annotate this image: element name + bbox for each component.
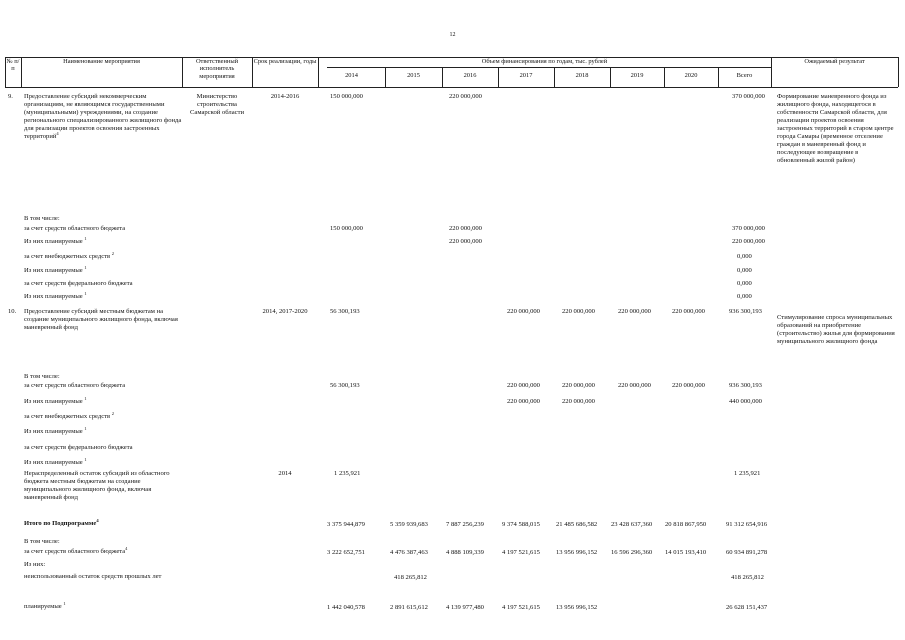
item9-federal-label: за счет средств федерального бюджета <box>24 280 133 287</box>
item10-intro: В том числе: <box>24 373 60 380</box>
item10-total: 936 300,193 <box>729 308 762 315</box>
header-year: 2015 <box>407 72 420 79</box>
total-unused-label: неиспользованный остаток средств прошлых лет <box>24 573 162 580</box>
item9-federal-total: 0,000 <box>737 280 752 287</box>
item10-planned-total: 440 000,000 <box>729 398 762 405</box>
total-regional-2014: 3 222 652,751 <box>327 549 365 556</box>
total-planned-label: планируемые $^1$ <box>24 600 66 610</box>
item9-executor: Министерство строительства Самарской области <box>190 93 244 117</box>
total-planned-2014: 1 442 040,578 <box>327 604 365 611</box>
col-border <box>898 57 899 87</box>
total-regional-2016: 4 888 109,339 <box>446 549 484 556</box>
total-2019: 23 428 637,360 <box>611 521 653 528</box>
header-name: Наименование мероприятия <box>63 58 140 65</box>
item9-num: 9. <box>8 93 13 100</box>
header-funding: Объем финансирования по годам, тыс. рублей <box>481 58 608 65</box>
total-unused-2015: 418 265,812 <box>394 574 427 581</box>
item10-planned-label: Из них планируемые $^1$ <box>24 395 87 405</box>
item10-planned-2018: 220 000,000 <box>562 398 595 405</box>
undistributed-2014: 1 235,921 <box>334 470 361 477</box>
item10-result: Стимулирование спроса муниципальных образований на приобретение (строительство) жилья для формирования муниципального жилищного фонда <box>777 314 895 346</box>
item10-num: 10. <box>8 308 17 315</box>
header-num: № п/п <box>6 58 20 73</box>
total-intro: В том числе: <box>24 538 60 545</box>
item10-federal-label: за счет средств федерального бюджета <box>24 444 133 451</box>
total-regional-2020: 14 015 193,410 <box>665 549 707 556</box>
total-2020: 20 818 867,950 <box>665 521 707 528</box>
total-planned-all: 26 628 151,437 <box>726 604 768 611</box>
header-year: 2017 <box>519 72 533 79</box>
total-regional-all: 60 934 891,278 <box>726 549 768 556</box>
item10-2014: 56 300,193 <box>330 308 360 315</box>
item9-extrabudget-total: 0,000 <box>737 253 752 260</box>
undistributed-total: 1 235,921 <box>734 470 761 477</box>
total-label: Итого по Подпрограмме$^4$ <box>24 517 99 527</box>
item10-2017: 220 000,000 <box>507 308 540 315</box>
item9-planned2-label: Из них планируемые $^1$ <box>24 264 87 274</box>
item10-2020: 220 000,000 <box>672 308 705 315</box>
header-year: 2018 <box>575 72 589 79</box>
undistributed-term: 2014 <box>278 470 292 477</box>
item10-regional-2020: 220 000,000 <box>672 382 705 389</box>
total-2016: 7 887 256,239 <box>446 521 484 528</box>
page-number: 12 <box>449 32 456 38</box>
item10-2018: 220 000,000 <box>562 308 595 315</box>
item10-extrabudget-label: за счет внебюджетных средств $^2$ <box>24 410 115 420</box>
item10-planned2-label: Из них планируемые $^1$ <box>24 425 87 435</box>
item9-term: 2014-2016 <box>270 93 300 100</box>
item9-planned3-label: Из них планируемые $^1$ <box>24 290 87 300</box>
item9-planned-label: Из них планируемые $^1$ <box>24 235 87 245</box>
item10-regional-2018: 220 000,000 <box>562 382 595 389</box>
total-regional-2017: 4 197 521,615 <box>502 549 540 556</box>
item9-regional-2016: 220 000,000 <box>449 225 482 232</box>
total-2017: 9 374 588,015 <box>502 521 540 528</box>
total-planned-2016: 4 139 977,480 <box>446 604 484 611</box>
item10-2019: 220 000,000 <box>618 308 651 315</box>
header-year: 2019 <box>630 72 644 79</box>
item9-intro: В том числе: <box>24 215 60 222</box>
item9-name: Предоставление субсидий некоммерческим организациям, не являющимся государственными (муниципальными) учреждениями, на создание регионального специализированного жилищного фонда для реализации проектов освоения застроенных территорий$^4$ <box>24 93 182 141</box>
total-planned-2015: 2 891 615,612 <box>390 604 428 611</box>
total-planned-2017: 4 197 521,615 <box>502 604 540 611</box>
item10-name: Предоставление субсидий местным бюджетам на создание муниципального жилищного фонда, включая маневренный фонд <box>24 308 178 332</box>
header-result: Ожидаемый результат <box>804 58 865 65</box>
item10-regional-2014: 56 300,193 <box>330 382 360 389</box>
funding-subheader-border <box>327 67 771 68</box>
header-year: 2020 <box>684 72 698 79</box>
undistributed-name: Нераспределенный остаток субсидий из областного бюджета местным бюджетам на создание муниципального жилищного фонда, включая маневренный фонд <box>24 470 170 502</box>
item9-planned-2016: 220 000,000 <box>449 238 482 245</box>
item10-regional-2019: 220 000,000 <box>618 382 651 389</box>
header-year: 2016 <box>463 72 477 79</box>
total-regional-2018: 13 956 996,152 <box>556 549 598 556</box>
total-regional-label: за счет средств областного бюджета$^4$ <box>24 545 128 555</box>
total-of-them: Из них: <box>24 561 46 568</box>
total-regional-2019: 16 596 296,360 <box>611 549 653 556</box>
total-planned-2018: 13 956 996,152 <box>556 604 598 611</box>
item10-term: 2014, 2017-2020 <box>262 308 308 315</box>
item9-regional-total: 370 000,000 <box>732 225 765 232</box>
header-year-total: Всего <box>736 72 753 79</box>
item10-planned-2017: 220 000,000 <box>507 398 540 405</box>
item9-regional-2014: 150 000,000 <box>330 225 363 232</box>
total-all: 91 312 654,916 <box>726 521 768 528</box>
header-executor: Ответственный исполнитель мероприятия <box>195 58 239 80</box>
item9-2016: 220 000,000 <box>449 93 482 100</box>
item9-planned2-total: 0,000 <box>737 267 752 274</box>
item9-result: Формирование маневренного фонда из жилищного фонда, находящегося в собственности Самарской области, для реализации проектов освоения застроенных территорий в старом центре города Самары (временное отселение граждан в маневренный фонд и последующее возвращение в обновленный жилой район) <box>777 93 894 165</box>
item9-2014: 150 000,000 <box>330 93 363 100</box>
total-2015: 5 359 939,683 <box>390 521 428 528</box>
total-2014: 3 375 944,879 <box>327 521 365 528</box>
header-term: Срок реализации, годы <box>253 58 317 65</box>
total-unused-total: 418 265,812 <box>731 574 764 581</box>
item9-planned-total: 220 000,000 <box>732 238 765 245</box>
item9-total: 370 000,000 <box>732 93 765 100</box>
total-regional-2015: 4 476 387,463 <box>390 549 428 556</box>
item10-planned3-label: Из них планируемые $^1$ <box>24 456 87 466</box>
item10-regional-total: 936 300,193 <box>729 382 762 389</box>
header-year: 2014 <box>345 72 358 79</box>
item10-regional-2017: 220 000,000 <box>507 382 540 389</box>
item9-regional-label: за счет средств областного бюджета <box>24 225 126 232</box>
item9-extrabudget-label: за счет внебюджетных средств $^2$ <box>24 250 115 260</box>
header-bottom-border <box>5 87 898 88</box>
item10-regional-label: за счет средств областного бюджета <box>24 382 126 389</box>
item9-planned3-total: 0,000 <box>737 293 752 300</box>
total-2018: 21 485 686,582 <box>556 521 598 528</box>
